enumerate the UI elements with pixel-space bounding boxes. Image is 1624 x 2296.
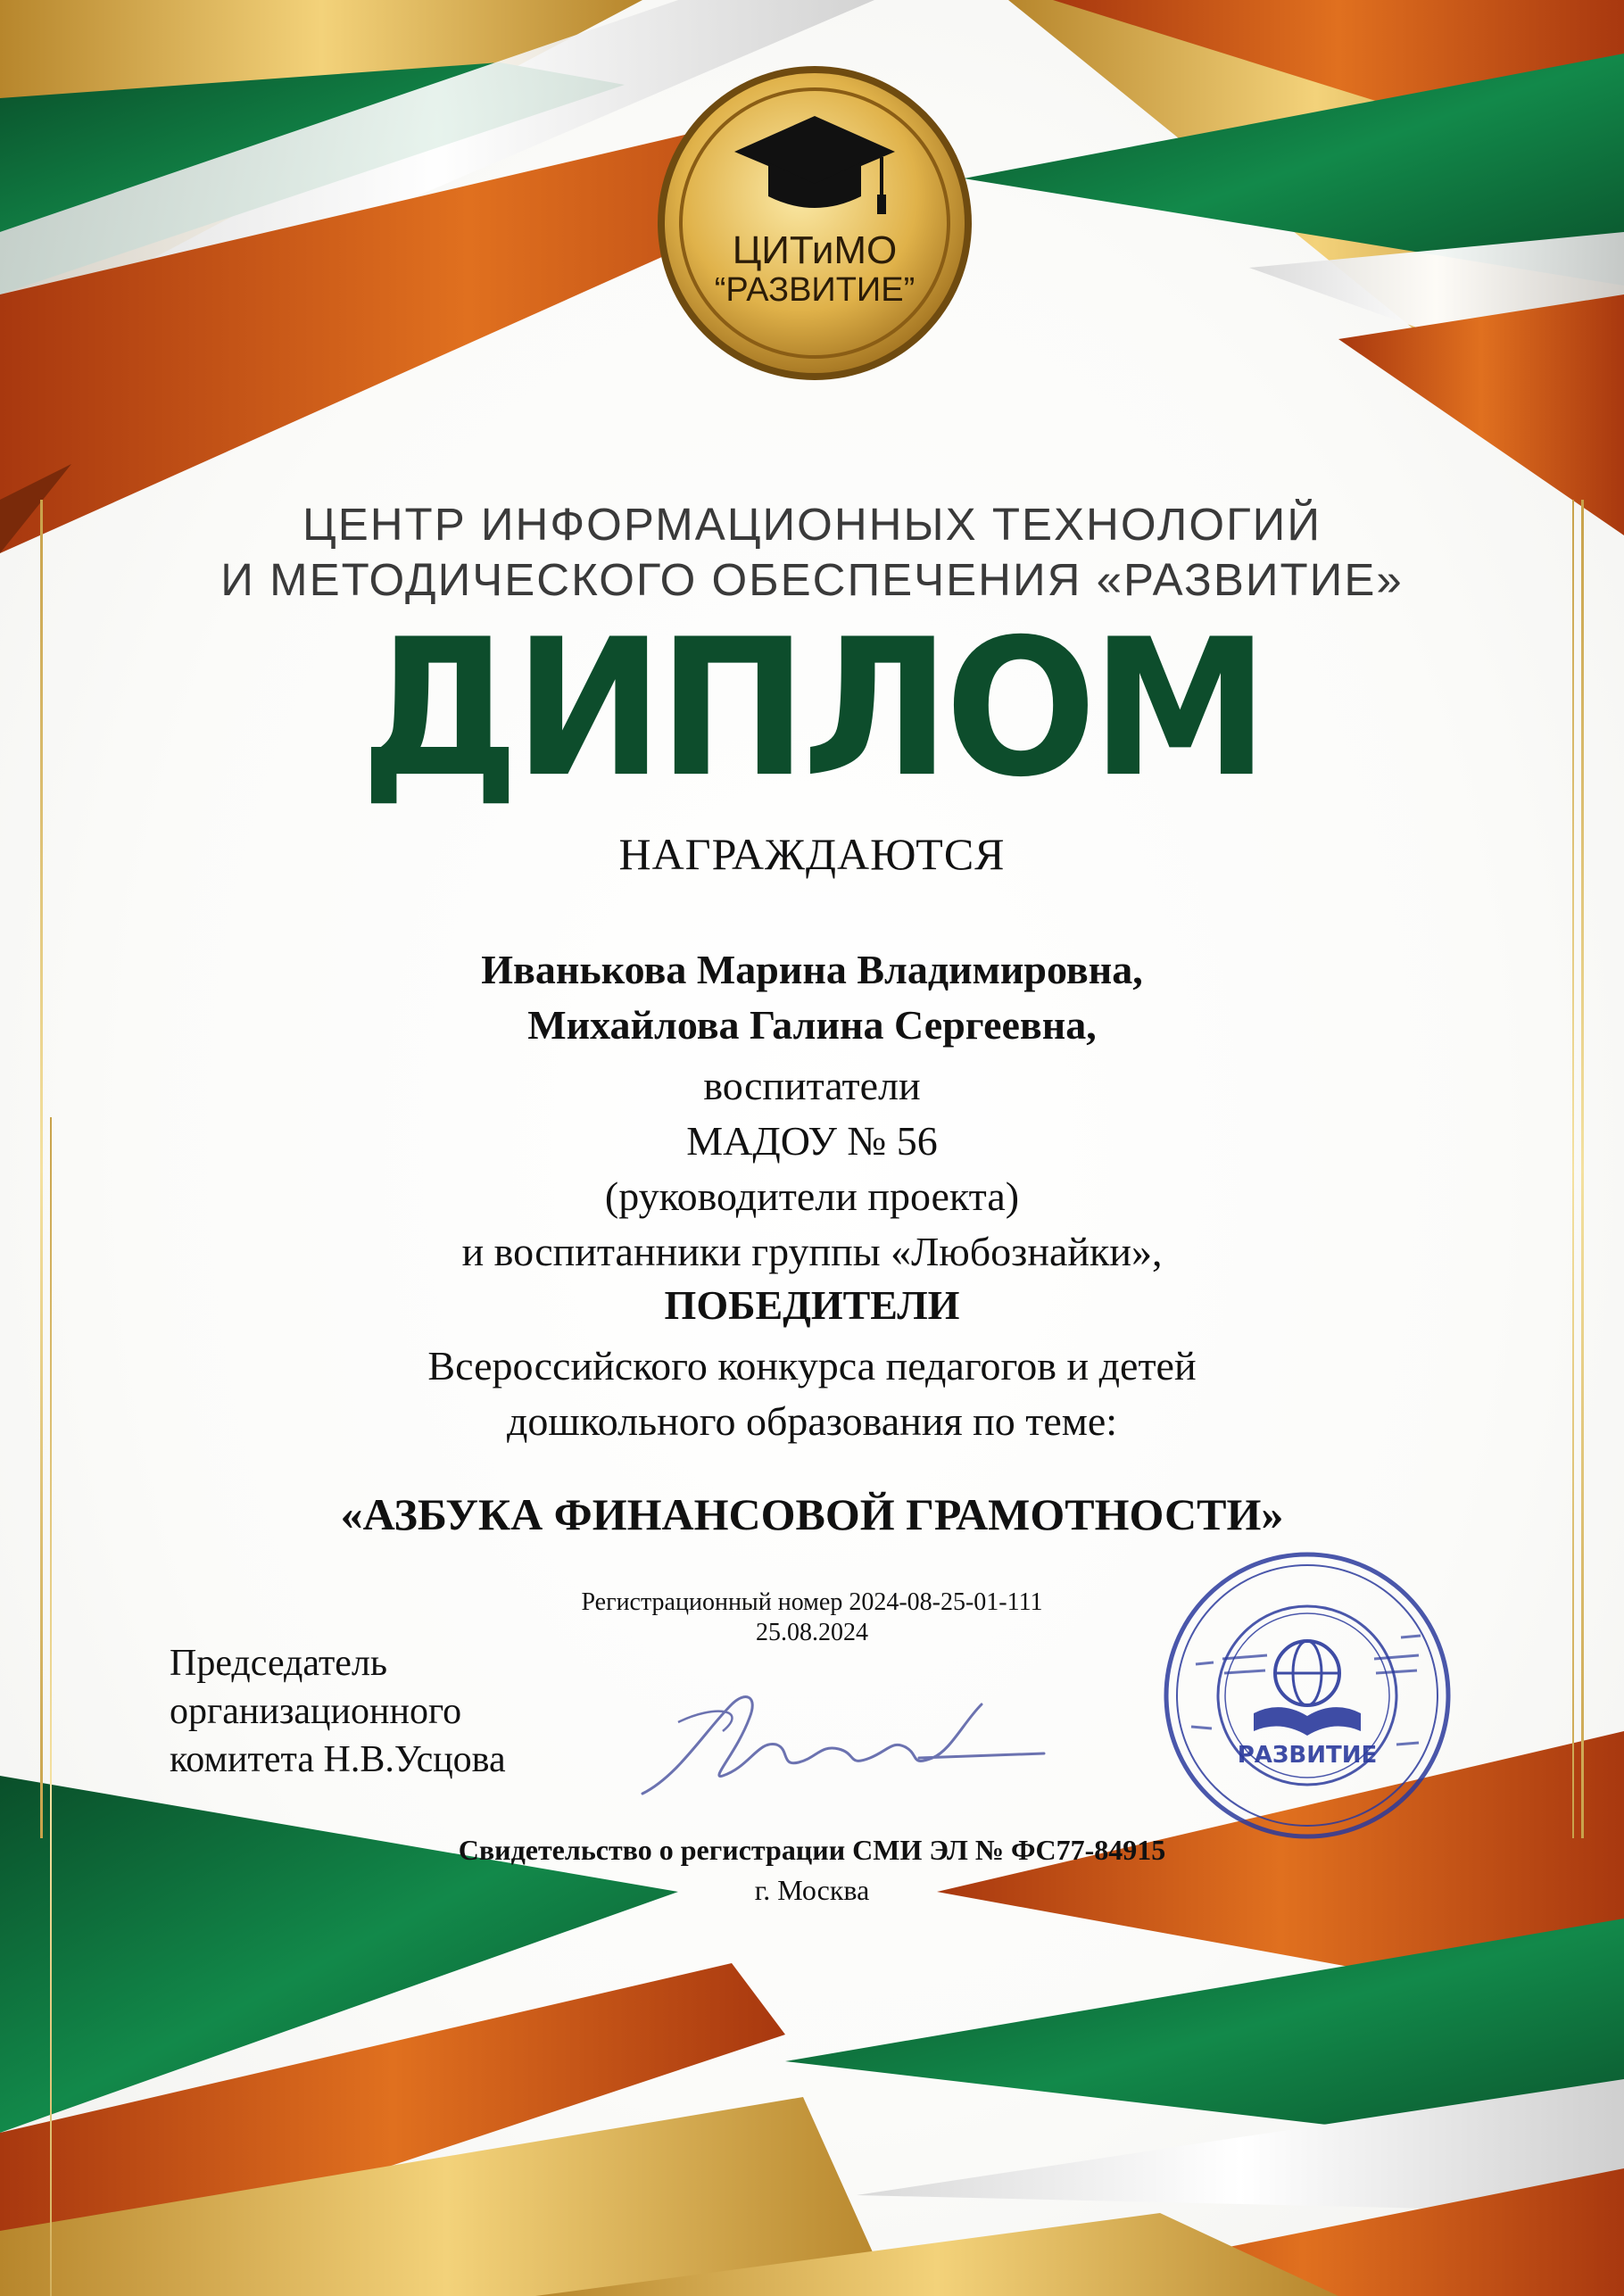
stamp-center-text: РАЗВИТИЕ <box>1237 1742 1378 1769</box>
medal-line-1: ЦИТиМО <box>732 228 898 272</box>
medal-line-2: “РАЗВИТИЕ” <box>714 271 916 309</box>
chairman-block <box>170 1639 506 1784</box>
awarded-heading: НАГРАЖДАЮТСЯ <box>618 829 1006 879</box>
registration-number: Регистрационный номер 2024-08-25-01-111 <box>581 1588 1043 1616</box>
contest-theme: «АЗБУКА ФИНАНСОВОЙ ГРАМОТНОСТИ» <box>340 1489 1284 1539</box>
medal-seal-icon <box>654 62 975 384</box>
media-certificate: Свидетельство о регистрации СМИ ЭЛ № ФС77-84915 <box>458 1834 1166 1866</box>
contest-line-2: дошкольного образования по теме: <box>506 1398 1118 1444</box>
registration-date: 25.08.2024 <box>756 1619 868 1646</box>
chairman-line-2: организационного <box>170 1691 462 1732</box>
stamp-seal-icon <box>1160 1548 1454 1843</box>
city: г. Москва <box>754 1874 870 1906</box>
recipient-name-1: Иванькова Марина Владимировна, <box>481 947 1143 992</box>
chairman-line-1: Председатель <box>170 1643 388 1684</box>
signature-image <box>625 1669 1053 1811</box>
detail-institution: МАДОУ № 56 <box>686 1118 938 1164</box>
organization-line-1: ЦЕНТР ИНФОРМАЦИОННЫХ ТЕХНОЛОГИЙ <box>302 499 1322 550</box>
result-label: ПОБЕДИТЕЛИ <box>664 1282 960 1328</box>
chairman-line-3: комитета Н.В.Усцова <box>170 1739 506 1780</box>
organization-line-2: И МЕТОДИЧЕСКОГО ОБЕСПЕЧЕНИЯ «РАЗВИТИЕ» <box>220 554 1404 605</box>
detail-project-role: (руководители проекта) <box>604 1173 1020 1219</box>
detail-group: и воспитанники группы «Любознайки», <box>461 1229 1163 1274</box>
detail-role: воспитатели <box>703 1063 921 1108</box>
medal-emblem <box>654 62 975 384</box>
official-stamp <box>1160 1548 1454 1843</box>
globe-book-icon <box>1254 1641 1361 1736</box>
recipient-name-2: Михайлова Галина Сергеевна, <box>527 1002 1097 1048</box>
diploma-title: ДИПЛОМ <box>360 598 1264 819</box>
contest-line-1: Всероссийского конкурса педагогов и детей <box>427 1343 1197 1388</box>
